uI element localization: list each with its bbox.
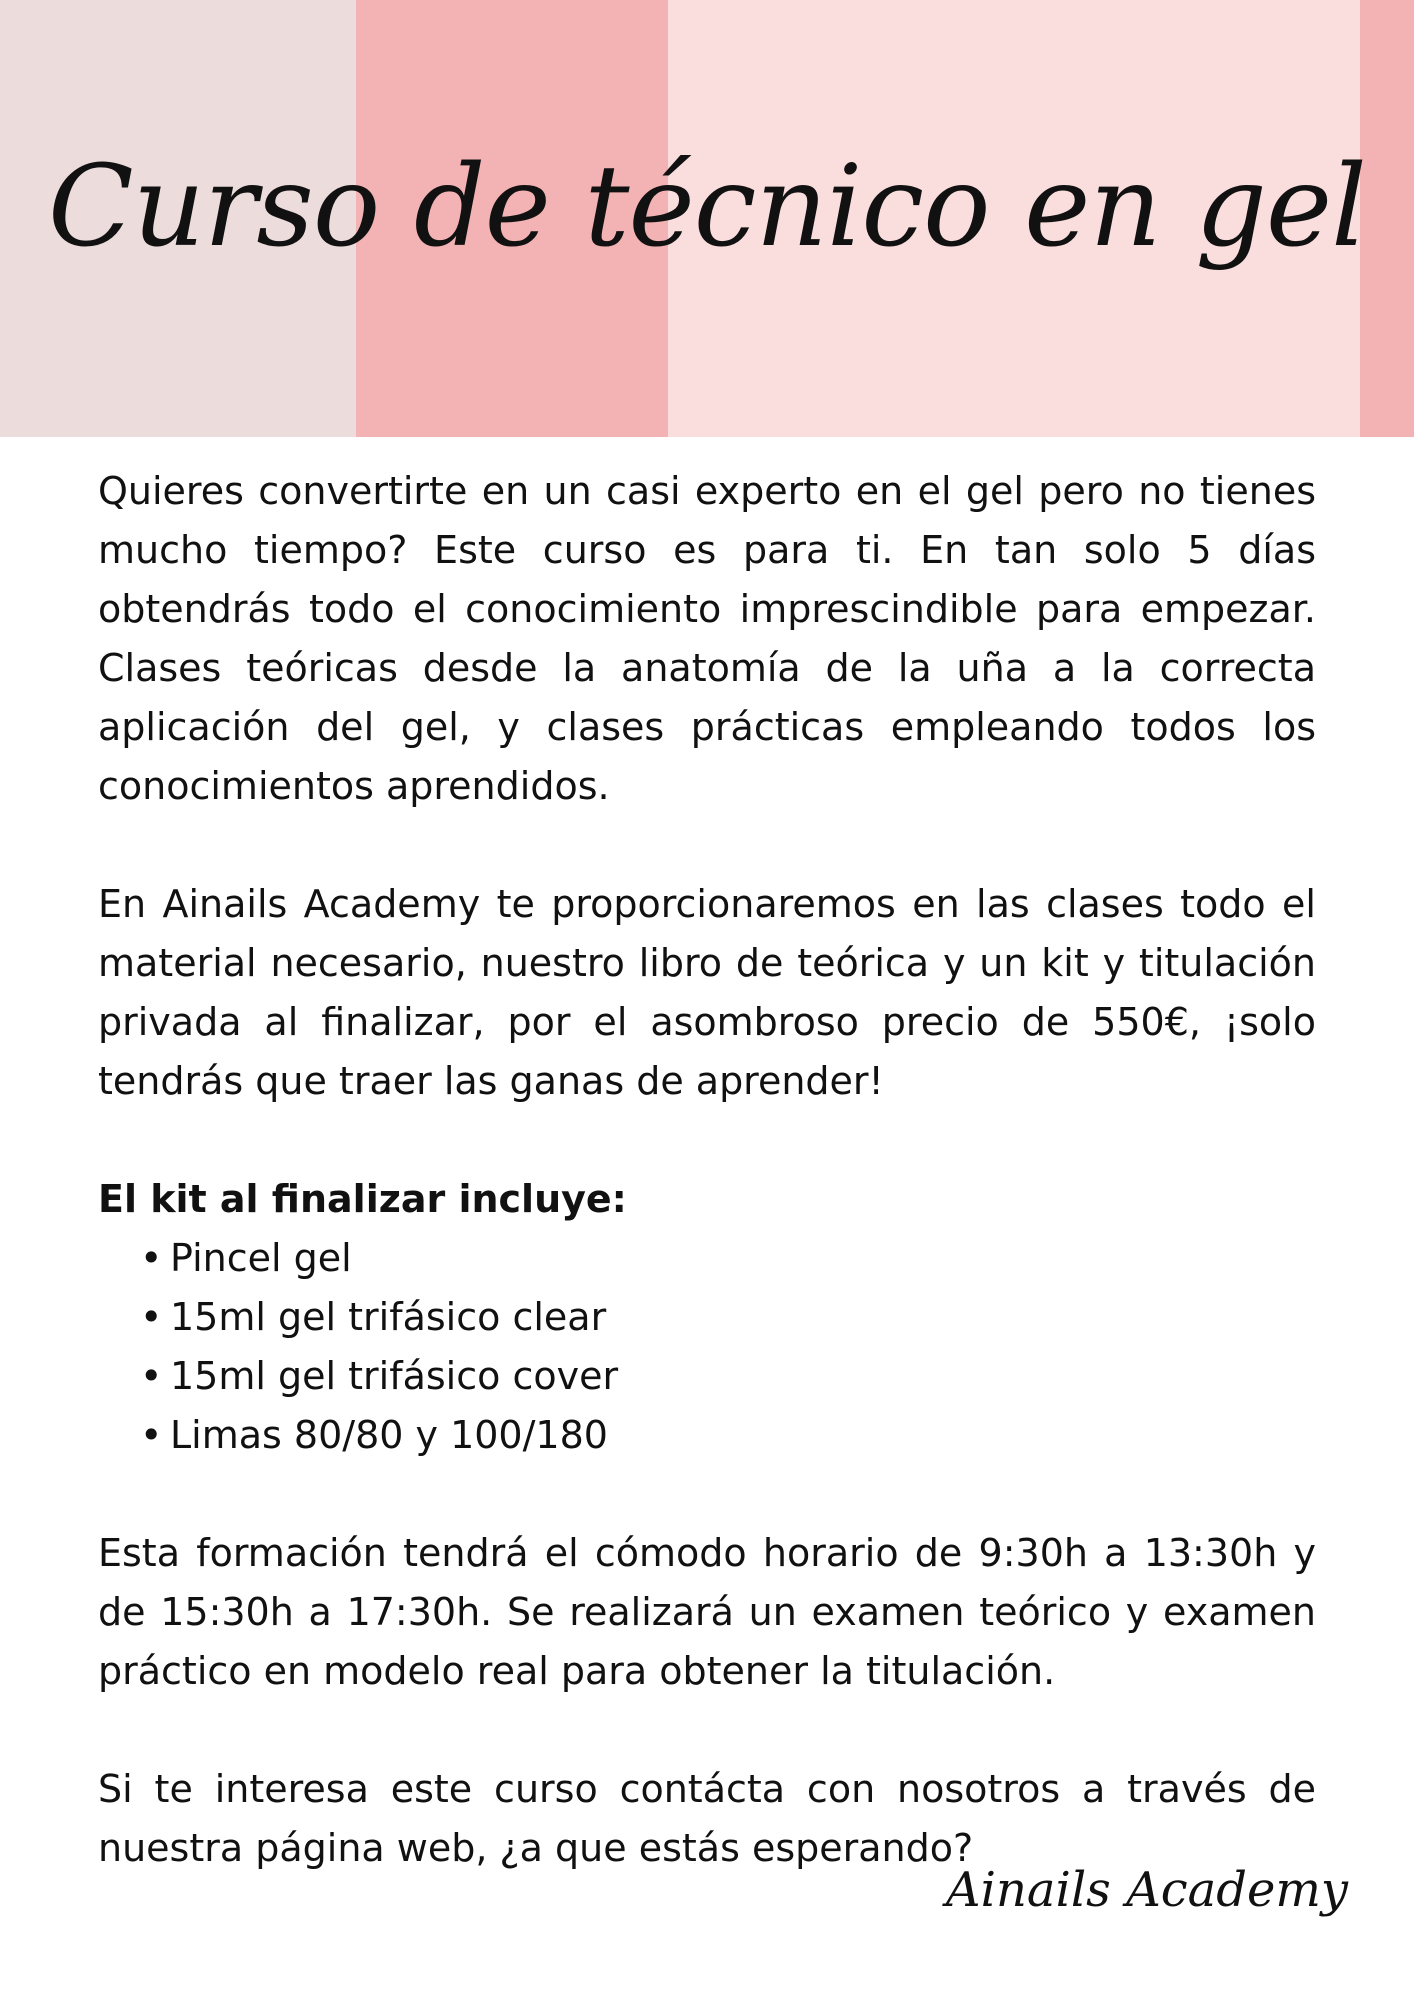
kit-item-label: Pincel gel bbox=[170, 1236, 352, 1280]
kit-heading: El kit al finalizar incluye: bbox=[98, 1177, 627, 1221]
kit-list-item bbox=[98, 1347, 1316, 1406]
spacer bbox=[98, 1111, 1316, 1170]
spacer bbox=[98, 1465, 1316, 1524]
schedule-paragraph: Esta formación tendrá el cómodo horario de 9:30h a 13:30h y de 15:30h a 17:30h. Se realizará un examen teórico y examen práctico en modelo real para obtener la titulación. bbox=[98, 1531, 1316, 1693]
intro-paragraph: Quieres convertirte en un casi experto en el gel pero no tienes mucho tiempo? Este curso es para ti. En tan solo 5 días obtendrás todo el conocimiento imprescindible para empezar. Clases teóricas desde la anatomía de la uña a la correcta aplicación del gel, y clases prácticas empleando todos los conocimientos aprendidos. bbox=[98, 469, 1316, 808]
kit-list-item bbox=[98, 1288, 1316, 1347]
contact-paragraph: Si te interesa este curso contácta con nosotros a través de nuestra página web, ¿a que estás esperando? bbox=[98, 1767, 1316, 1870]
spacer bbox=[98, 1701, 1316, 1760]
kit-item-label: 15ml gel trifásico cover bbox=[170, 1354, 619, 1398]
spacer bbox=[98, 816, 1316, 875]
kit-item-label: Limas 80/80 y 100/180 bbox=[170, 1413, 608, 1457]
academy-offer-paragraph: En Ainails Academy te proporcionaremos en las clases todo el material necesario, nuestro libro de teórica y un kit y titulación privada al finalizar, por el asombroso precio de 550€, ¡solo tendrás que traer las ganas de aprender! bbox=[98, 882, 1316, 1103]
bullet-icon: • bbox=[140, 1236, 163, 1280]
academy-signature: Ainails Academy bbox=[945, 1862, 1348, 1918]
main-content bbox=[98, 462, 1316, 1878]
header-banner bbox=[0, 0, 1414, 437]
kit-list-item bbox=[98, 1229, 1316, 1288]
kit-list bbox=[98, 1229, 1316, 1465]
page-title: Curso de técnico en gel bbox=[48, 142, 1366, 272]
kit-item-label: 15ml gel trifásico clear bbox=[170, 1295, 607, 1339]
bullet-icon: • bbox=[140, 1354, 163, 1398]
kit-list-item bbox=[98, 1406, 1316, 1465]
bullet-icon: • bbox=[140, 1295, 163, 1339]
bullet-icon: • bbox=[140, 1413, 163, 1457]
